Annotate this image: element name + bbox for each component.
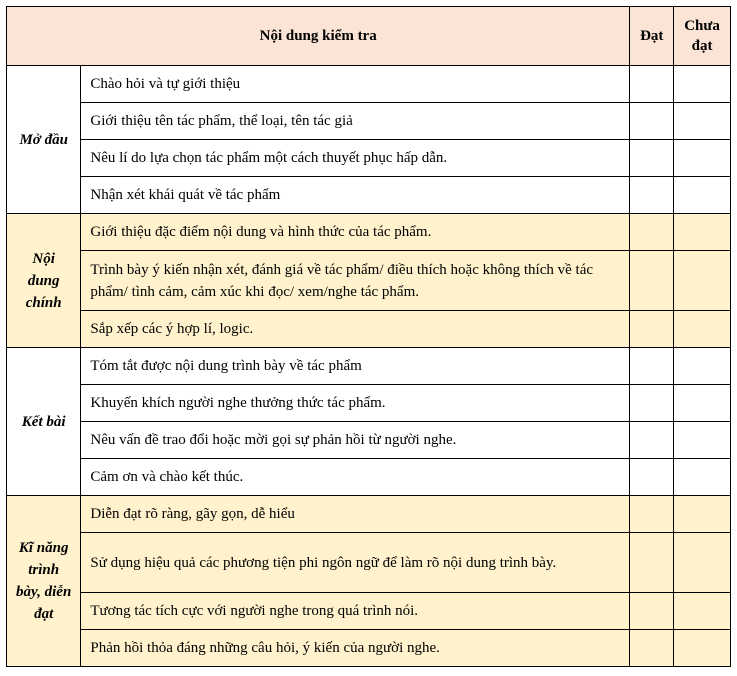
table-row <box>7 140 731 177</box>
dat-cell[interactable] <box>630 533 674 593</box>
item-text: Nêu lí do lựa chọn tác phẩm một cách thuyết phục hấp dẫn. <box>81 140 630 177</box>
section-title-line: bày, diễn <box>16 584 72 600</box>
section-ket-bai <box>7 348 731 496</box>
header-chua-line-2: đạt <box>691 38 713 54</box>
item-text: Diễn đạt rõ ràng, gãy gọn, dễ hiểu <box>81 496 630 533</box>
table-row <box>7 214 731 251</box>
section-title-line: đạt <box>34 606 54 622</box>
table-row <box>7 630 731 667</box>
item-text: Tương tác tích cực với người nghe trong quá trình nói. <box>81 593 630 630</box>
table-row <box>7 311 731 348</box>
section-title <box>7 348 81 496</box>
chua-dat-cell[interactable] <box>674 103 731 140</box>
section-ki-nang <box>7 496 731 667</box>
chua-dat-cell[interactable] <box>674 177 731 214</box>
table-row <box>7 251 731 311</box>
section-title-line: chính <box>25 294 62 311</box>
dat-cell[interactable] <box>630 422 674 459</box>
section-noi-dung-chinh <box>7 214 731 348</box>
header-content: Nội dung kiểm tra <box>7 7 630 66</box>
table-row <box>7 533 731 593</box>
item-text: Phản hồi thỏa đáng những câu hỏi, ý kiến của người nghe. <box>81 630 630 667</box>
section-title <box>7 214 81 348</box>
header-row <box>7 7 731 66</box>
section-title-line: dung <box>27 272 60 289</box>
checklist-table <box>6 6 731 667</box>
section-title-line: Kết bài <box>21 413 66 430</box>
dat-cell[interactable] <box>630 214 674 251</box>
section-title <box>7 66 81 214</box>
chua-dat-cell[interactable] <box>674 630 731 667</box>
dat-cell[interactable] <box>630 496 674 533</box>
table-row <box>7 177 731 214</box>
table-row <box>7 66 731 103</box>
chua-dat-cell[interactable] <box>674 311 731 348</box>
item-text: Trình bày ý kiến nhận xét, đánh giá về tác phẩm/ điều thích hoặc không thích về tác phẩm/ tình cảm, cảm xúc khi đọc/ xem/nghe tác phẩm. <box>81 251 630 311</box>
chua-dat-cell[interactable] <box>674 459 731 496</box>
table-row <box>7 385 731 422</box>
dat-cell[interactable] <box>630 103 674 140</box>
chua-dat-cell[interactable] <box>674 66 731 103</box>
item-text: Sắp xếp các ý hợp lí, logic. <box>81 311 630 348</box>
dat-cell[interactable] <box>630 348 674 385</box>
section-title-line: Nội <box>32 250 55 267</box>
item-text: Giới thiệu tên tác phẩm, thể loại, tên tác giả <box>81 103 630 140</box>
item-text: Chào hỏi và tự giới thiệu <box>81 66 630 103</box>
dat-cell[interactable] <box>630 630 674 667</box>
chua-dat-cell[interactable] <box>674 496 731 533</box>
dat-cell[interactable] <box>630 140 674 177</box>
table-row <box>7 103 731 140</box>
chua-dat-cell[interactable] <box>674 422 731 459</box>
dat-cell[interactable] <box>630 311 674 348</box>
section-title-line: Kĩ năng <box>18 540 69 556</box>
dat-cell[interactable] <box>630 385 674 422</box>
table-row <box>7 348 731 385</box>
dat-cell[interactable] <box>630 177 674 214</box>
chua-dat-cell[interactable] <box>674 593 731 630</box>
item-text: Tóm tắt được nội dung trình bày về tác phẩm <box>81 348 630 385</box>
item-text: Nêu vấn đề trao đổi hoặc mời gọi sự phản hồi từ người nghe. <box>81 422 630 459</box>
header-chua-line-1: Chưa <box>684 18 720 34</box>
item-text: Khuyến khích người nghe thưởng thức tác phẩm. <box>81 385 630 422</box>
section-mo-dau <box>7 66 731 214</box>
chua-dat-cell[interactable] <box>674 214 731 251</box>
dat-cell[interactable] <box>630 593 674 630</box>
section-title-line: trình <box>28 562 60 578</box>
table-row <box>7 459 731 496</box>
chua-dat-cell[interactable] <box>674 140 731 177</box>
table-row <box>7 496 731 533</box>
chua-dat-cell[interactable] <box>674 348 731 385</box>
item-text: Giới thiệu đặc điểm nội dung và hình thức của tác phẩm. <box>81 214 630 251</box>
dat-cell[interactable] <box>630 251 674 311</box>
section-title <box>7 496 81 667</box>
header-chua-dat <box>674 7 731 66</box>
item-text: Nhận xét khái quát về tác phẩm <box>81 177 630 214</box>
item-text: Cảm ơn và chào kết thúc. <box>81 459 630 496</box>
table-row <box>7 593 731 630</box>
item-text: Sử dụng hiệu quả các phương tiện phi ngôn ngữ để làm rõ nội dung trình bày. <box>81 533 630 593</box>
chua-dat-cell[interactable] <box>674 385 731 422</box>
chua-dat-cell[interactable] <box>674 251 731 311</box>
dat-cell[interactable] <box>630 66 674 103</box>
table-row <box>7 422 731 459</box>
header-dat: Đạt <box>630 7 674 66</box>
dat-cell[interactable] <box>630 459 674 496</box>
chua-dat-cell[interactable] <box>674 533 731 593</box>
section-title-line: Mở đầu <box>19 131 68 148</box>
